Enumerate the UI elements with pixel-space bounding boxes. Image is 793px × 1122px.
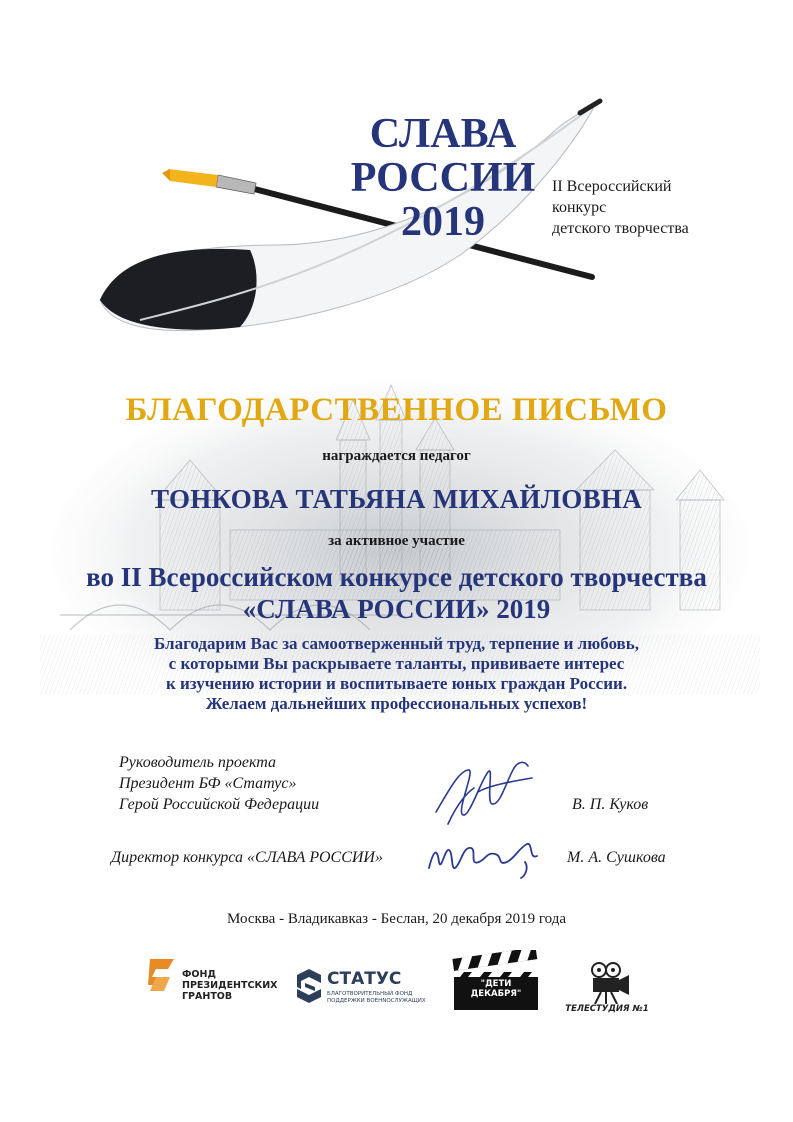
signer1-role: Герой Российской Федерации xyxy=(119,796,320,813)
status-subtitle-line: ПОДДЕРЖКИ ВОЕНNОСЛУЖАЩИХ xyxy=(327,998,426,1004)
signature-1-icon xyxy=(428,752,538,832)
signer1-role: Президент БФ «Статус» xyxy=(119,775,297,792)
thanks-line: Благодарим Вас за самоотверженный труд, терпение и любовь, xyxy=(154,634,639,653)
place-and-date: Москва - Владикавказ - Беслан, 20 декабря 2019 года xyxy=(227,911,566,927)
contest-subtitle-line: детского творчества xyxy=(552,220,689,237)
status-subtitle-line: БЛАГОТВОРИТЕЛЬНЫЙ ФОНД xyxy=(327,991,413,997)
status-fund-logo xyxy=(295,967,435,1011)
signer2-name: М. А. Сушкова xyxy=(567,849,666,866)
fpg-emblem-icon xyxy=(146,957,180,1001)
contest-name-line: «СЛАВА РОССИИ» 2019 xyxy=(242,594,551,624)
recipient-name: ТОНКОВА ТАТЬЯНА МИХАЙЛОВНА xyxy=(151,484,642,514)
fpg-text-line: ФОНД xyxy=(182,969,216,980)
contest-subtitle-line: II Всероссийский xyxy=(552,178,672,195)
tv-studio-label: ТЕЛЕСТУДИЯ №1 xyxy=(565,1004,649,1014)
signer1-role: Руководитель проекта xyxy=(119,754,277,771)
logo-title-line: 2019 xyxy=(401,199,485,245)
thanks-line: Желаем дальнейших профессиональных успехов! xyxy=(205,694,588,713)
deti-dekabrya-logo xyxy=(450,950,542,1012)
logo-title-line: РОССИИ xyxy=(350,155,536,201)
contest-subtitle xyxy=(552,176,752,239)
presidential-grants-fund-logo xyxy=(146,957,286,1007)
fpg-text-line: ГРАНТОВ xyxy=(182,991,233,1002)
signer2-role: Директор конкурса «СЛАВА РОССИИ» xyxy=(111,849,383,866)
thanks-line: с которыми Вы раскрываете таланты, прививаете интерес xyxy=(168,654,625,673)
status-emblem-icon xyxy=(295,969,323,1007)
signer1-roles xyxy=(119,752,319,815)
signer1-name: В. П. Куков xyxy=(572,796,649,813)
contest-logo-title xyxy=(348,112,538,244)
clapperboard-text-line: ДЕКАБРЯ" xyxy=(470,989,522,999)
status-name: СТАТУС xyxy=(327,969,402,989)
contest-name-line: во II Всероссийском конкурсе детского творчества xyxy=(86,562,707,592)
clapperboard-text-line: "ДЕТИ xyxy=(480,979,512,989)
awarded-line: награждается педагог xyxy=(322,448,471,464)
thanks-line: к изучению истории и воспитываете юных граждан России. xyxy=(165,674,628,693)
thanks-paragraph xyxy=(0,634,793,714)
clapperboard-text xyxy=(456,979,536,999)
film-camera-icon xyxy=(577,960,637,1004)
tv-studio-logo xyxy=(567,960,647,1020)
fpg-text-line: ПРЕЗИДЕНТСКИХ xyxy=(182,980,278,991)
fpg-text xyxy=(182,969,278,1002)
signature-2-icon xyxy=(425,832,545,882)
logo-title-line: СЛАВА xyxy=(369,111,517,157)
contest-subtitle-line: конкурс xyxy=(552,199,607,216)
for-participation-line: за активное участие xyxy=(328,533,465,549)
document-title: БЛАГОДАРСТВЕННОЕ ПИСЬМО xyxy=(125,392,668,428)
status-subtitle xyxy=(327,991,437,1005)
